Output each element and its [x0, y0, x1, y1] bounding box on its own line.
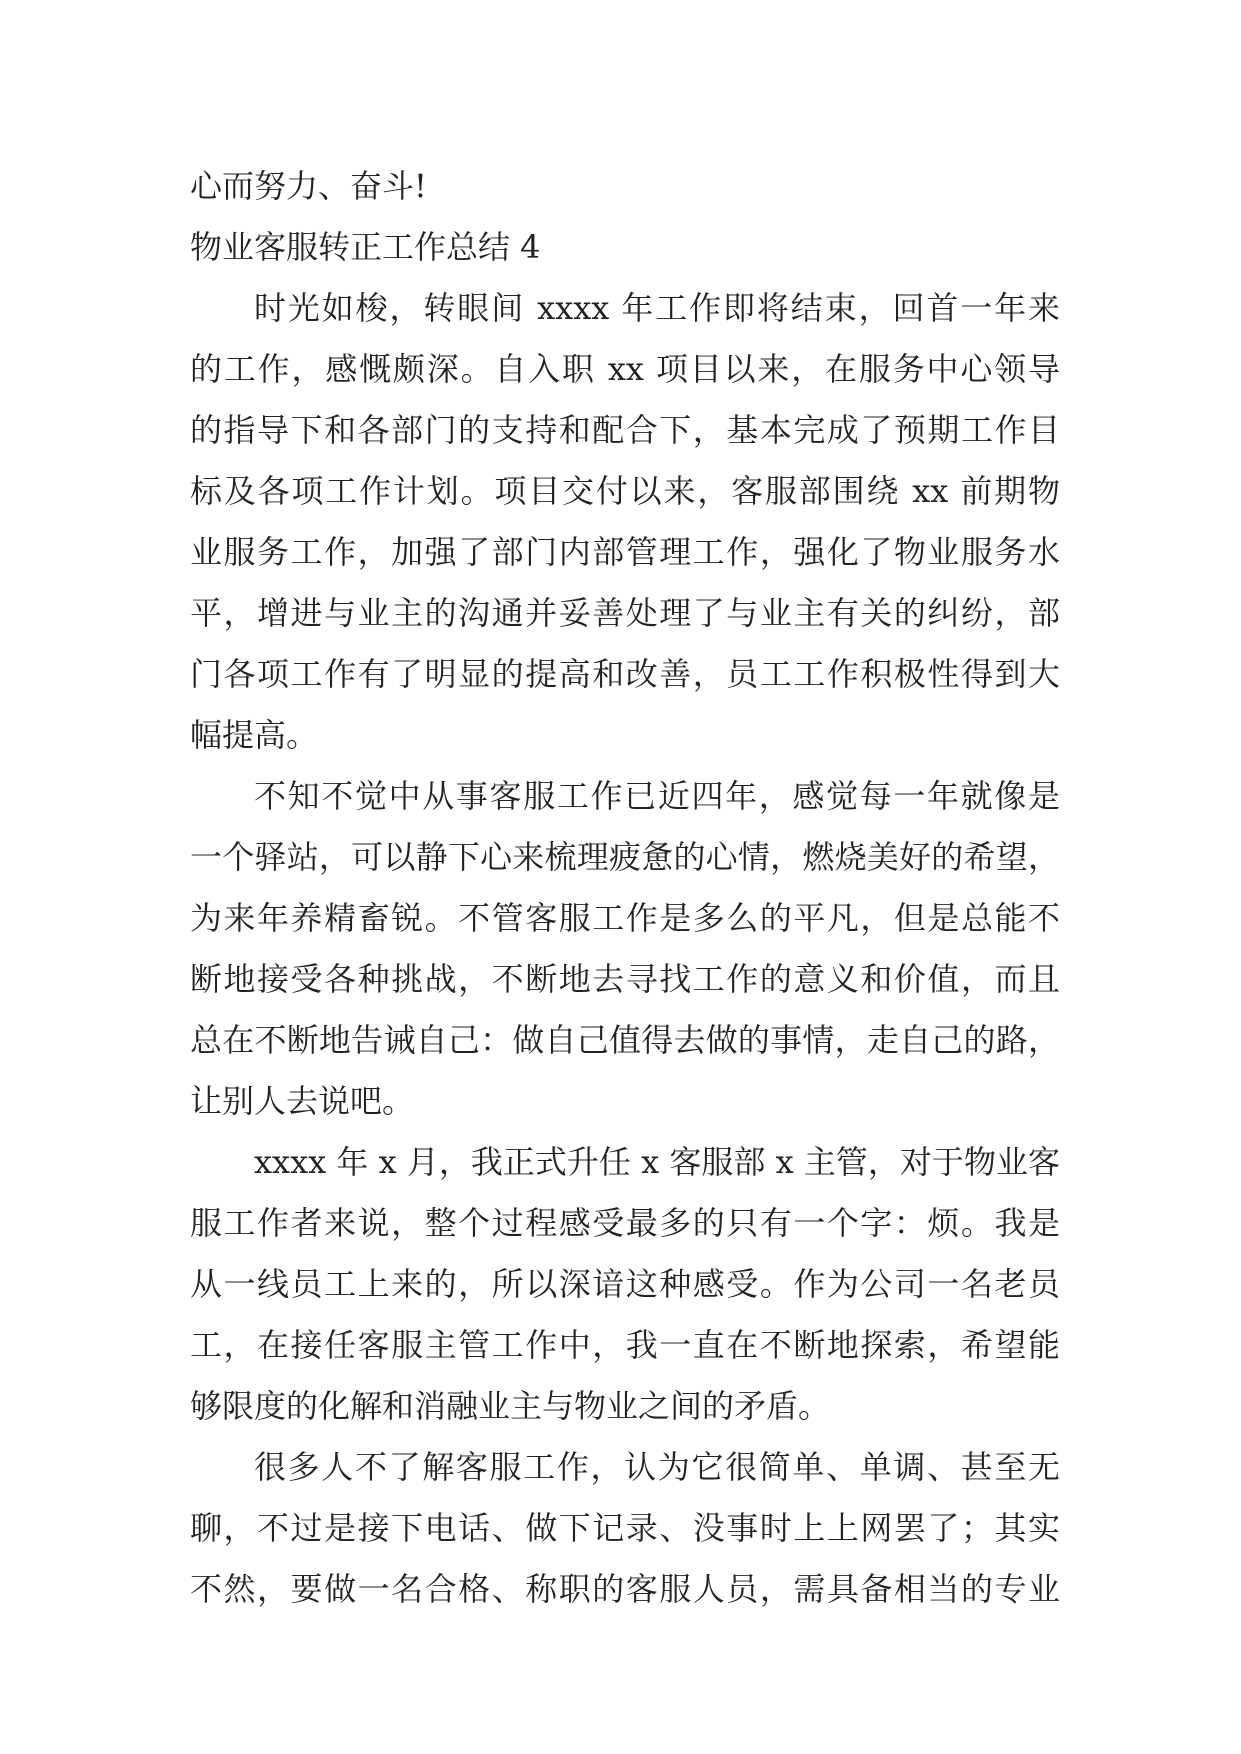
document-body — [190, 156, 1060, 1620]
text-line: 从一线员工上来的，所以深谙这种感受。作为公司一名老员 — [190, 1265, 1060, 1303]
text-line: 断地接受各种挑战，不断地去寻找工作的意义和价值，而且 — [190, 960, 1060, 998]
text-line: 业服务工作，加强了部门内部管理工作，强化了物业服务水 — [190, 533, 1060, 571]
text-line: 的工作，感慨颇深。自入职 xx 项目以来，在服务中心领导 — [190, 350, 1060, 388]
text-line: 够限度的化解和消融业主与物业之间的矛盾。 — [190, 1387, 831, 1425]
text-line: 时光如梭，转眼间 xxxx 年工作即将结束，回首一年来 — [254, 289, 1060, 327]
text-line: 服工作者来说，整个过程感受最多的只有一个字：烦。我是 — [190, 1204, 1060, 1242]
section-title: 物业客服转正工作总结 4 — [190, 228, 541, 266]
text-line: xxxx 年 x 月，我正式升任 x 客服部 x 主管，对于物业客 — [254, 1143, 1060, 1181]
text-line: 心而努力、奋斗! — [190, 167, 427, 205]
text-line: 聊，不过是接下电话、做下记录、没事时上上网罢了；其实 — [190, 1509, 1060, 1547]
text-line: 总在不断地告诫自己：做自己值得去做的事情，走自己的路， — [190, 1021, 1060, 1059]
text-line: 工，在接任客服主管工作中，我一直在不断地探索，希望能 — [190, 1326, 1060, 1364]
text-line: 门各项工作有了明显的提高和改善，员工工作积极性得到大 — [190, 655, 1060, 693]
text-line: 不知不觉中从事客服工作已近四年，感觉每一年就像是 — [254, 777, 1060, 815]
text-line: 标及各项工作计划。项目交付以来，客服部围绕 xx 前期物 — [190, 472, 1060, 510]
text-line: 很多人不了解客服工作，认为它很简单、单调、甚至无 — [254, 1448, 1060, 1486]
text-line: 平，增进与业主的沟通并妥善处理了与业主有关的纠纷，部 — [190, 594, 1060, 632]
text-line: 不然，要做一名合格、称职的客服人员，需具备相当的专业 — [190, 1570, 1060, 1608]
text-line: 让别人去说吧。 — [190, 1082, 415, 1120]
text-line: 一个驿站，可以静下心来梳理疲惫的心情，燃烧美好的希望， — [190, 838, 1060, 876]
text-line: 为来年养精畜锐。不管客服工作是多么的平凡，但是总能不 — [190, 899, 1060, 937]
text-line: 的指导下和各部门的支持和配合下，基本完成了预期工作目 — [190, 411, 1060, 449]
text-line: 幅提高。 — [190, 716, 319, 754]
